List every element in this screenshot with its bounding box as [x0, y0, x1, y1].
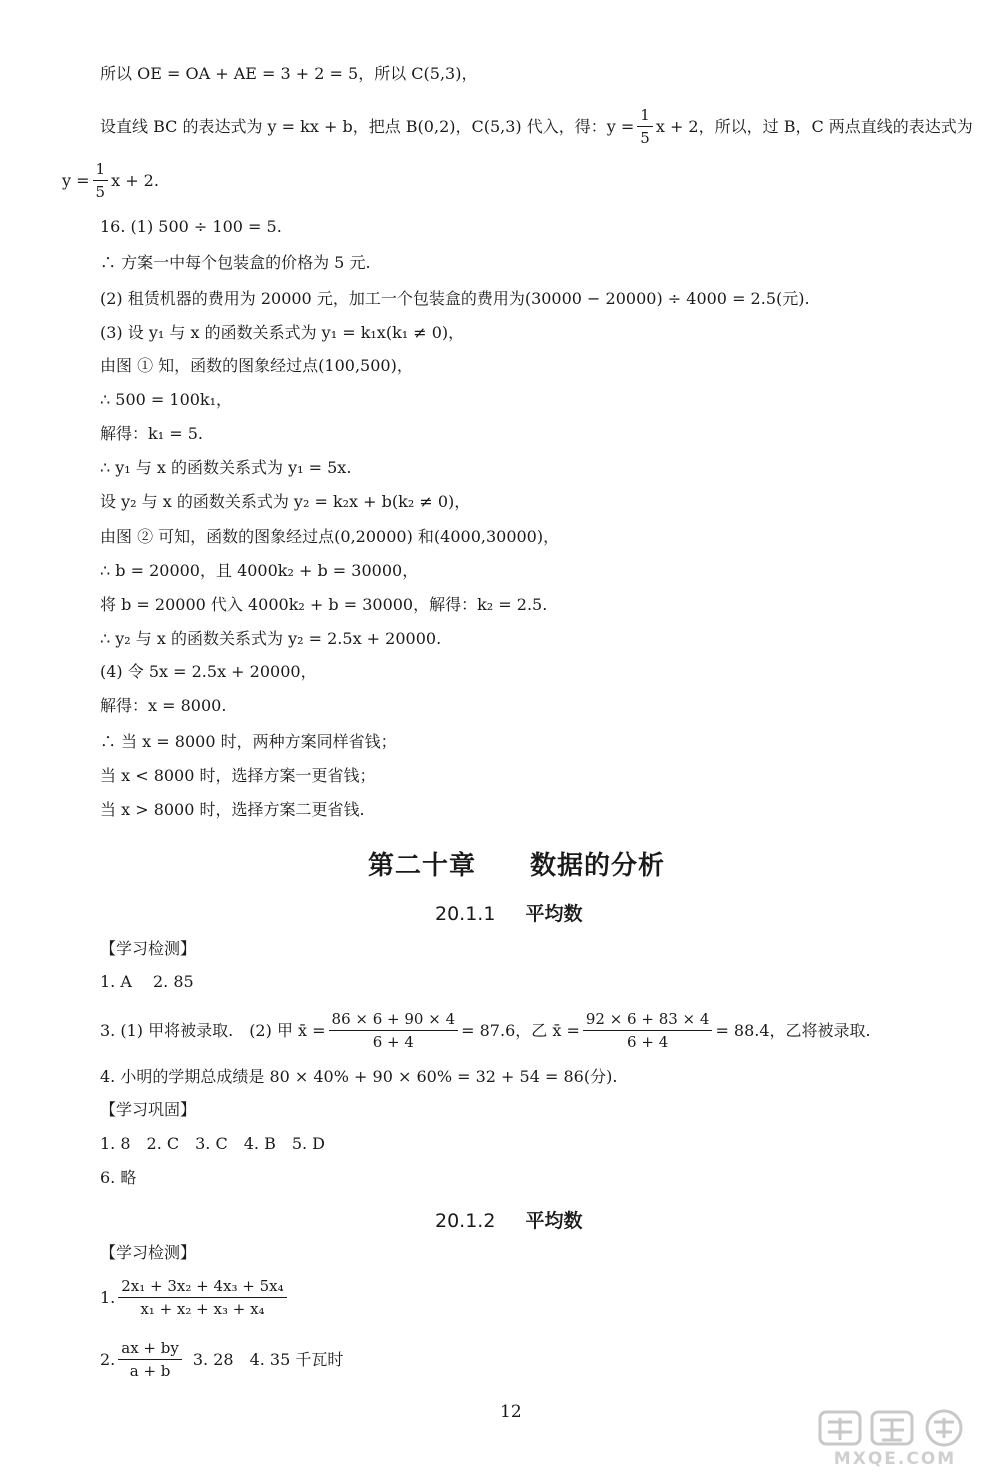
fraction-denominator: 5 [640, 129, 650, 147]
answer-line [100, 1337, 343, 1382]
solution-line [100, 104, 973, 149]
answer-line: 6. 略 [100, 1168, 137, 1187]
solution-line: 设 y₂ 与 x 的函数关系式为 y₂ = k₂x + b(k₂ ≠ 0)， [100, 492, 471, 511]
answer-line: 1. A 2. 85 [100, 972, 194, 991]
fraction-numerator: 92 × 6 + 83 × 4 [583, 1008, 713, 1031]
fraction-numerator: ax + by [118, 1337, 182, 1360]
solution-line: ∴ 方案一中每个包装盒的价格为 5 元. [100, 253, 371, 272]
solution-line: 所以 OE = OA + AE = 3 + 2 = 5，所以 C(5,3)， [100, 64, 478, 83]
fraction-denominator: 6 + 4 [627, 1033, 669, 1051]
answer-line: 1. 8 2. C 3. C 4. B 5. D [100, 1134, 326, 1153]
text-segment: 2. [100, 1349, 116, 1369]
solution-line: ∴ y₂ 与 x 的函数关系式为 y₂ = 2.5x + 20000. [100, 629, 442, 648]
section-number: 20.1.1 [435, 903, 496, 925]
section-title [435, 899, 582, 926]
solution-line: 解得：k₁ = 5. [100, 424, 203, 443]
text-segment: x + 2，所以，过 B，C 两点直线的表达式为 [655, 116, 973, 136]
text-segment: 设直线 BC 的表达式为 y = kx + b，把点 B(0,2)，C(5,3) 代入，得：y = [100, 116, 635, 136]
fraction-numerator: 1 [637, 104, 653, 127]
text-segment: = 87.6，乙 x̄ = [461, 1020, 580, 1040]
section-number: 20.1.2 [435, 1210, 496, 1232]
section-label: 【学习巩固】 [100, 1100, 197, 1119]
text-segment: 1. [100, 1287, 116, 1307]
solution-line: 由图 ② 可知，函数的图象经过点(0,20000) 和(4000,30000)， [100, 527, 560, 546]
fraction-denominator: 6 + 4 [372, 1033, 414, 1051]
answer-line [100, 1008, 871, 1053]
solution-line: 将 b = 20000 代入 4000k₂ + b = 30000，解得：k₂ = 2.5. [100, 595, 548, 614]
solution-line: 当 x > 8000 时，选择方案二更省钱. [100, 800, 365, 819]
text-segment: = 88.4，乙将被录取. [715, 1020, 871, 1040]
fraction-numerator: 86 × 6 + 90 × 4 [329, 1008, 459, 1031]
solution-line: ∴ 当 x = 8000 时，两种方案同样省钱； [100, 732, 397, 751]
fraction [583, 1008, 713, 1053]
section-label: 【学习检测】 [100, 1243, 197, 1262]
fraction [93, 158, 109, 203]
page-number: 12 [500, 1402, 522, 1422]
watermark-logo [800, 1408, 990, 1468]
text-segment: x + 2. [111, 170, 159, 190]
fraction-denominator: 5 [95, 183, 106, 201]
section-title [435, 1206, 582, 1233]
section-label: 【学习检测】 [100, 939, 197, 958]
solution-line: 由图 ① 知，函数的图象经过点(100,500)， [100, 356, 413, 375]
text-segment: y = [62, 170, 90, 190]
fraction [637, 104, 653, 149]
chapter-title: 第二十章 数据的分析 [368, 851, 666, 881]
solution-line: ∴ y₁ 与 x 的函数关系式为 y₁ = 5x. [100, 458, 352, 477]
solution-line: (3) 设 y₁ 与 x 的函数关系式为 y₁ = k₁x(k₁ ≠ 0)， [100, 323, 465, 342]
fraction-denominator: x₁ + x₂ + x₃ + x₄ [140, 1300, 265, 1318]
fraction-denominator: a + b [129, 1362, 171, 1380]
fraction [329, 1008, 459, 1053]
solution-line: (4) 令 5x = 2.5x + 20000， [100, 662, 317, 681]
answer-line: 4. 小明的学期总成绩是 80 × 40% + 90 × 60% = 32 + 54 = 86(分). [100, 1067, 618, 1086]
svg-text:MXQE.COM: MXQE.COM [833, 1449, 957, 1468]
solution-line: 16. (1) 500 ÷ 100 = 5. [100, 217, 282, 236]
text-segment: 3. 28 4. 35 千瓦时 [192, 1349, 344, 1369]
section-name: 平均数 [525, 1210, 583, 1232]
solution-line [62, 158, 159, 203]
solution-line: 当 x < 8000 时，选择方案一更省钱； [100, 766, 376, 785]
text-segment: 3. (1) 甲将被录取. (2) 甲 x̄ = [100, 1020, 326, 1040]
fraction-numerator: 2x₁ + 3x₂ + 4x₃ + 5x₄ [118, 1275, 286, 1298]
solution-line: (2) 租赁机器的费用为 20000 元，加工一个包装盒的费用为(30000 − 20000) ÷ 4000 = 2.5(元). [100, 289, 810, 308]
answer-line [100, 1275, 290, 1320]
fraction-numerator: 1 [93, 158, 109, 181]
solution-line: ∴ 500 = 100k₁， [100, 390, 233, 409]
fraction [118, 1275, 286, 1320]
section-name: 平均数 [525, 903, 583, 925]
watermark-logo-graphic [800, 1408, 990, 1468]
solution-line: ∴ b = 20000，且 4000k₂ + b = 30000， [100, 561, 419, 580]
solution-line: 解得：x = 8000. [100, 696, 227, 715]
fraction [118, 1337, 182, 1382]
